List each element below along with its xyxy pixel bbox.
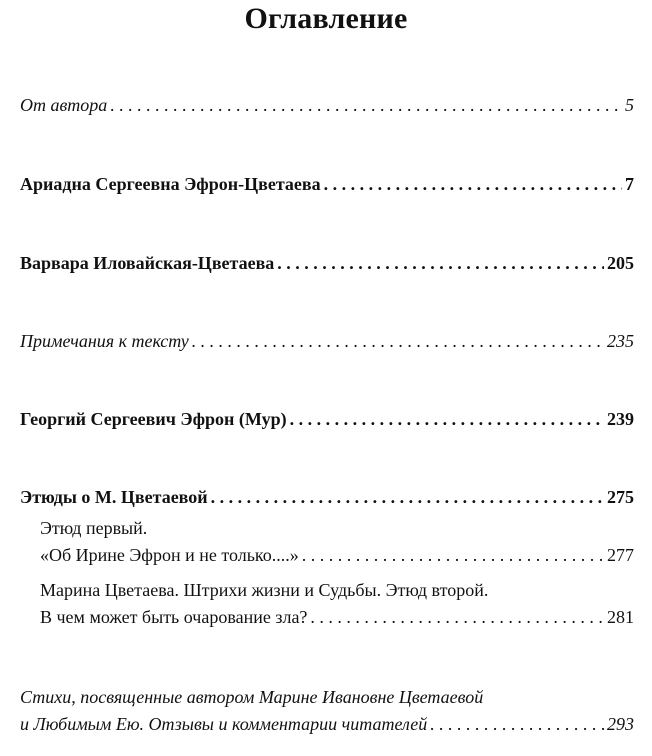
toc-page-number: 205: [607, 253, 634, 273]
leader-dots: [430, 711, 604, 738]
toc-entry-title: Примечания к тексту: [20, 331, 189, 351]
toc-entry-etudes[interactable]: [20, 484, 634, 511]
toc-entry-title: и Любимым Ею. Отзывы и комментарии читателей: [20, 714, 428, 734]
toc-entry-poems[interactable]: [20, 684, 634, 738]
toc-page-number: 235: [607, 331, 634, 351]
leader-dots: [302, 542, 604, 569]
toc-entry-ariadna[interactable]: [20, 171, 634, 198]
leader-dots: [192, 328, 604, 355]
page-title: Оглавление: [244, 2, 408, 35]
toc-entry-georgiy[interactable]: [20, 406, 634, 433]
toc-entry-title: «Об Ирине Эфрон и не только....»: [40, 545, 299, 565]
leader-dots: [310, 604, 604, 631]
toc-entry-from-author[interactable]: [20, 92, 634, 119]
toc-entry-title: Варвара Иловайская-Цветаева: [20, 253, 275, 273]
toc-entry-title-line1: Этюд первый.: [40, 518, 148, 538]
toc-entry-title: От автора: [20, 95, 108, 115]
leader-dots: [290, 406, 604, 433]
leader-dots: [324, 171, 622, 198]
toc-page-number: 281: [607, 607, 634, 627]
toc-page-number: 7: [625, 174, 634, 194]
toc-page-number: 5: [625, 95, 634, 115]
toc-subentry-etude-first[interactable]: [40, 515, 634, 569]
leader-dots: [110, 92, 622, 119]
toc-entry-notes[interactable]: [20, 328, 634, 355]
leader-dots: [277, 250, 604, 277]
toc-entry-title: В чем может быть очарование зла?: [40, 607, 308, 627]
toc-page-number: 277: [607, 545, 634, 565]
toc-page-number: 293: [607, 714, 634, 734]
toc-entry-title-line1: Марина Цветаева. Штрихи жизни и Судьбы. Этюд второй.: [40, 580, 489, 600]
leader-dots: [211, 484, 604, 511]
toc-page-number: 239: [607, 409, 634, 429]
toc-entry-varvara[interactable]: [20, 250, 634, 277]
toc-entry-title-line1: Стихи, посвященные автором Марине Ивановне Цветаевой: [20, 687, 484, 707]
toc-entry-title: Ариадна Сергеевна Эфрон-Цветаева: [20, 174, 321, 194]
toc-entry-title: Георгий Сергеевич Эфрон (Мур): [20, 409, 287, 429]
toc-entry-title: Этюды о М. Цветаевой: [20, 487, 208, 507]
toc-page-number: 275: [607, 487, 634, 507]
toc-subentry-etude-second[interactable]: [40, 577, 634, 631]
